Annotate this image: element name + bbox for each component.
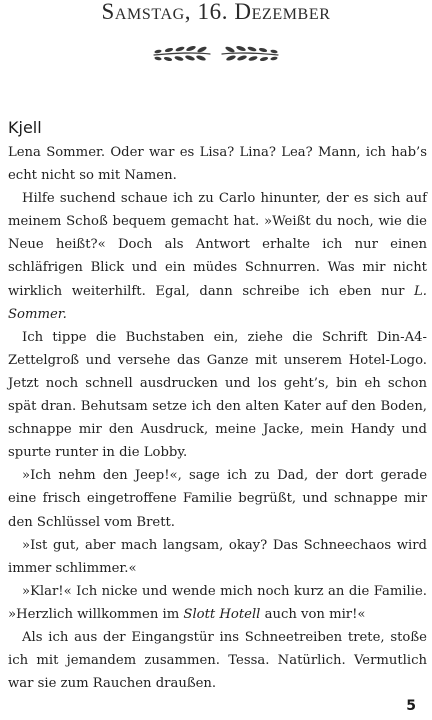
- paragraph-text: »Ich nehm den Jeep!«, sage ich zu Dad, der dort gerade eine frisch eingetroffene Familie begrüßt, und schnappe mir den Schlüssel vom Brett.: [8, 468, 427, 530]
- page-number: 5: [406, 698, 416, 714]
- paragraph-text: Lena Sommer. Oder war es Lisa? Lina? Lea? Mann, ich hab’s echt nicht so mit Namen.: [8, 145, 427, 184]
- paragraph-text: »Klar!« Ich nicke und wende mich noch kurz an die Familie. »Herzlich willkommen im: [8, 583, 427, 622]
- paragraph-text: Ich tippe die Buchstaben ein, ziehe die Schrift Din-A4-Zettelgroß und versehe das Ganze mit unserem Hotel-Logo. Jetzt noch schnell ausdrucken und los geht’s, bin eh schon spät dran. Behutsam setze ich den alten Kater auf den Boden, schnappe mir den Ausdruck, meine Jacke, mein Handy und spurte runter in die Lobby.: [8, 329, 427, 461]
- italic-text: Slott Hotell: [183, 606, 261, 622]
- body-text: [8, 141, 427, 695]
- paragraph: [8, 626, 427, 695]
- speaker-name: Kjell: [8, 118, 42, 137]
- paragraph-text: »Ist gut, aber mach langsam, okay? Das Schneechaos wird immer schlimmer.«: [8, 537, 427, 576]
- paragraph: [8, 141, 427, 187]
- paragraph: [8, 534, 427, 580]
- chapter-title: Samstag, 16. Dezember: [101, 0, 331, 24]
- paragraph-text: Hilfe suchend schaue ich zu Carlo hinunter, der es sich auf meinem Schoß bequem gemacht hat. »Weißt du noch, wie die Neue heißt?« Doch als Antwort erhalte ich nur einen schläfrigen Blick und ein müdes Schnurren. Was mir nicht wirklich weiterhilft. Egal, dann schreibe ich eben nur: [8, 191, 427, 299]
- paragraph: [8, 464, 427, 533]
- paragraph: [8, 580, 427, 626]
- paragraph: [8, 187, 427, 326]
- paragraph-text: Als ich aus der Eingangstür ins Schneetreiben trete, stoße ich mit jemandem zusammen. Tessa. Natürlich. Vermutlich war sie zum Rauchen draußen.: [8, 629, 427, 692]
- italic-text: L. Sommer.: [8, 283, 427, 322]
- paragraph: [8, 326, 427, 465]
- laurel-branches-ornament-icon: [146, 40, 286, 68]
- paragraph-text: auch von mir!«: [260, 606, 366, 622]
